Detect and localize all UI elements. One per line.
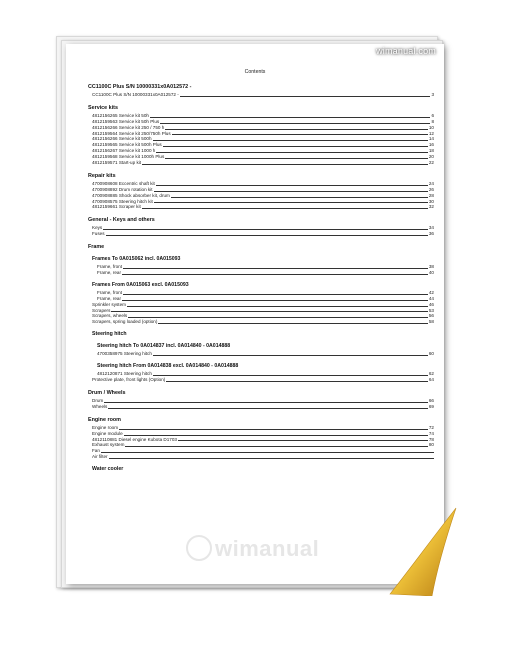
- toc-leader-line: [92, 402, 434, 403]
- toc-entry-text: Scrapers: [92, 307, 111, 313]
- toc-page-number: 10: [428, 124, 434, 130]
- toc-entry-text: Air filter: [92, 454, 108, 460]
- toc-entry-text: Frame, rear: [97, 295, 121, 301]
- section-heading-text: General - Keys and others: [88, 217, 155, 224]
- toc-entry: [88, 454, 434, 460]
- section-heading: [88, 84, 434, 90]
- toc-page-number: 56: [428, 313, 434, 319]
- section-heading-text: Engine room: [88, 416, 121, 423]
- toc-page-number: 22: [428, 160, 434, 166]
- toc-leader-line: [92, 446, 434, 447]
- watermark-mid: [186, 536, 319, 563]
- toc-page-number: 66: [428, 397, 434, 403]
- section-heading: [88, 173, 434, 179]
- toc-page-number: 64: [428, 377, 434, 383]
- toc-leader-line: [92, 408, 434, 409]
- watermark-mid-text: wimanual: [215, 536, 320, 561]
- subsection-heading: [88, 363, 434, 369]
- toc-leader-line: [92, 164, 434, 165]
- toc-entry-text: 4812159564 Service kit 250/750h Plus: [92, 130, 171, 136]
- toc-entry-text: Sprinkler system: [92, 301, 126, 307]
- toc-entry-text: 4812159565 Service kit 500h Plus: [92, 142, 162, 148]
- toc-page-number: 30: [428, 198, 434, 204]
- section-heading-text: Service kits: [88, 104, 118, 111]
- toc-entry-text: 4812159571 Start-up kit: [92, 160, 142, 166]
- toc-page-number: 26: [428, 186, 434, 192]
- toc-page-number: 18: [428, 148, 434, 154]
- toc-page-number: 53: [428, 307, 434, 313]
- subsection-heading: [88, 256, 434, 262]
- section-heading-text: Repair kits: [88, 172, 116, 179]
- toc-page-number: 72: [428, 424, 434, 430]
- toc-leader-line: [97, 294, 434, 295]
- toc-page-number: 38: [428, 264, 434, 270]
- toc-page-number: 32: [428, 204, 434, 210]
- toc-entry: [88, 404, 434, 410]
- document-page: [66, 44, 444, 584]
- toc-page-number: 58: [428, 319, 434, 325]
- toc-entry: [88, 377, 434, 383]
- toc-entry-text: 4812159563 Service kit 50h Plus: [92, 118, 160, 124]
- table-of-contents: [88, 84, 434, 472]
- watermark-logo-icon: [186, 535, 212, 561]
- toc-entry-text: 4812156266 Service kit 500h: [92, 136, 152, 142]
- toc-entry-text: 4812156266 Service kit 250 / 750 h: [92, 124, 165, 130]
- subsection-heading-text: Frames From 0A015063 excl. 0A015093: [92, 281, 189, 288]
- toc-leader-line: [92, 458, 434, 459]
- toc-entry: [88, 204, 434, 210]
- toc-entry-text: Frame, front: [97, 264, 123, 270]
- toc-entry-text: Engine module: [92, 430, 123, 436]
- toc-page-number: 6: [431, 112, 434, 118]
- toc-entry: [88, 270, 434, 276]
- toc-page-number: 14: [428, 136, 434, 142]
- toc-entry-text: 4812159568 Service kit 1000h Plus: [92, 154, 165, 160]
- section-heading-text: CC1100C Plus S/N 10000331x0A012572 -: [88, 84, 192, 90]
- toc-entry-text: 4700908575 Steering hitch kit: [92, 198, 153, 204]
- section-heading: [88, 244, 434, 250]
- toc-leader-line: [92, 311, 434, 312]
- toc-page-number: 28: [428, 192, 434, 198]
- toc-leader-line: [92, 229, 434, 230]
- toc-page-number: 40: [428, 270, 434, 276]
- toc-entry-text: Engine room: [92, 424, 119, 430]
- toc-entry-text: Wheels: [92, 403, 108, 409]
- toc-leader-line: [97, 300, 434, 301]
- toc-page-number: 60: [428, 351, 434, 357]
- toc-entry-text: 4700908892 Drum rotation kit: [92, 186, 153, 192]
- toc-leader-line: [92, 208, 434, 209]
- toc-entry-text: 4812110881 Diesel engine Kubota D1703: [92, 436, 177, 442]
- toc-entry-text: Scrapers, spring loaded (option): [92, 319, 158, 325]
- page-curl-icon: [388, 504, 458, 596]
- toc-leader-line: [97, 274, 434, 275]
- toc-leader-line: [92, 452, 434, 453]
- toc-entry-text: Fuses: [92, 231, 105, 237]
- toc-entry: [88, 92, 434, 98]
- toc-page-number: 78: [428, 436, 434, 442]
- toc-leader-line: [92, 435, 434, 436]
- toc-page-number: 62: [428, 371, 434, 377]
- toc-entry-text: Frame, rear: [97, 270, 121, 276]
- toc-entry-text: 4812156265 Service kit 50h: [92, 112, 149, 118]
- toc-page-number: 74: [428, 430, 434, 436]
- toc-entry-text: 4700908885 Shock absorber kit, drum: [92, 192, 170, 198]
- section-heading: [88, 390, 434, 396]
- watermark-top: wimanual.com: [376, 46, 436, 56]
- toc-entry-text: 4812156267 Service kit 1000 h: [92, 148, 156, 154]
- toc-entry-text: Protective plate, front lights (Option): [92, 377, 166, 383]
- toc-page-number: 42: [428, 289, 434, 295]
- toc-leader-line: [92, 306, 434, 307]
- toc-leader-line: [92, 235, 434, 236]
- toc-page-number: 3: [431, 92, 434, 97]
- toc-page-number: 36: [428, 231, 434, 237]
- toc-entry-text: Scrapers, wheels: [92, 313, 128, 319]
- subsection-heading: [88, 282, 434, 288]
- toc-page-number: 16: [428, 142, 434, 148]
- toc-entry-text: 4812159661 Scraper kit: [92, 204, 141, 210]
- section-heading: [88, 417, 434, 423]
- toc-entry-text: 4700358975 Steering hitch: [97, 351, 152, 357]
- toc-page-number: 44: [428, 295, 434, 301]
- toc-page-number: 12: [428, 130, 434, 136]
- toc-entry: [88, 231, 434, 237]
- toc-entry-text: Drum: [92, 397, 104, 403]
- toc-page-number: 80: [428, 442, 434, 448]
- subsection-heading-text: Water cooler: [92, 466, 124, 473]
- subsection-heading-text: Steering hitch: [92, 331, 127, 338]
- toc-entry: [88, 319, 434, 325]
- section-heading: [88, 105, 434, 111]
- toc-entry-text: Exhaust system: [92, 442, 125, 448]
- toc-page-number: 46: [428, 301, 434, 307]
- section-heading-text: Frame: [88, 244, 105, 251]
- toc-entry-text: 4700908608 Eccentric shaft kit: [92, 180, 155, 186]
- toc-entry: [88, 351, 434, 357]
- subsection-heading: [88, 343, 434, 349]
- toc-entry-text: Fan: [92, 448, 100, 454]
- section-heading: [88, 217, 434, 223]
- toc-page-number: 34: [428, 225, 434, 231]
- section-heading-text: Drum / Wheels: [88, 389, 126, 396]
- toc-entry: [88, 160, 434, 166]
- toc-entry-text: Keys: [92, 225, 103, 231]
- toc-page-number: 20: [428, 154, 434, 160]
- subsection-heading-text: Steering hitch From 0A014838 excl. 0A014840 - 0A014888: [97, 363, 239, 370]
- toc-entry-text: 4812120871 Steering hitch: [97, 371, 152, 377]
- subsection-heading-text: Frames To 0A015062 incl. 0A015093: [92, 256, 181, 263]
- toc-leader-line: [92, 317, 434, 318]
- subsection-heading-text: Steering hitch To 0A014837 incl. 0A014840 - 0A014888: [97, 343, 231, 350]
- subsection-heading: [88, 331, 434, 337]
- subsection-heading: [88, 466, 434, 472]
- toc-entry-text: CC1100C Plus S/N 10000331x0A012572 -: [92, 92, 179, 97]
- toc-leader-line: [92, 429, 434, 430]
- toc-entry-text: Frame, front: [97, 289, 123, 295]
- toc-page-number: 24: [428, 180, 434, 186]
- toc-page-number: 69: [428, 403, 434, 409]
- page-title: Contents: [244, 69, 266, 75]
- toc-page-number: 8: [431, 118, 434, 124]
- toc-leader-line: [97, 268, 434, 269]
